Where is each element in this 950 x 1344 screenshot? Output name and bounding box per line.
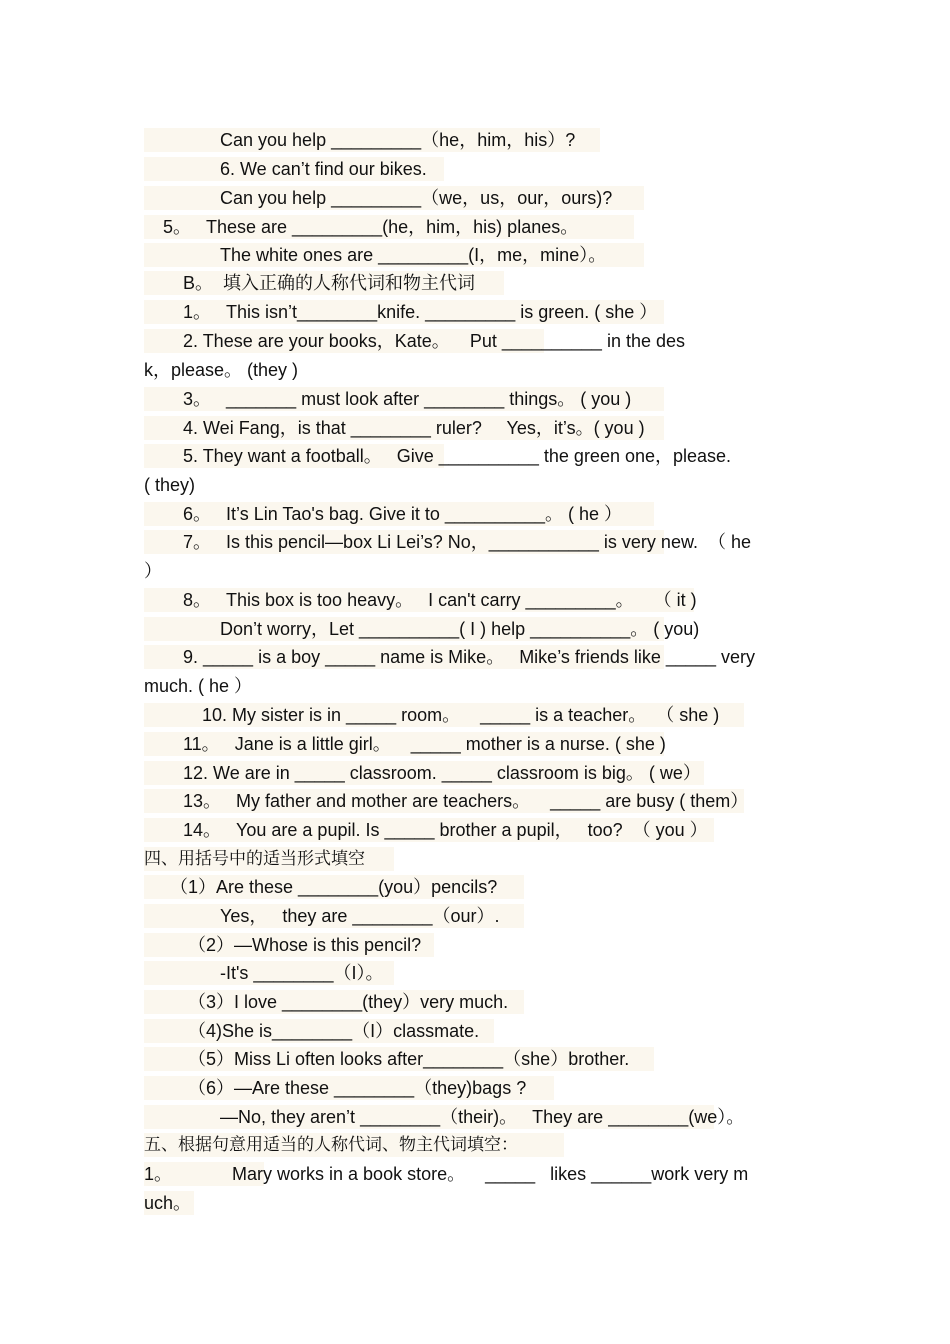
exercise-line: uch。 (144, 1189, 191, 1217)
exercise-line: 9. _____ is a boy _____ name is Mike。 Mike’s friends like _____ very (183, 643, 755, 671)
section-heading-4: 四、用括号中的适当形式填空 (144, 845, 365, 873)
exercise-line: 3。 _______ must look after ________ things。 ( you ) (183, 385, 631, 413)
exercise-line: 7。 Is this pencil—box Li Lei’s? No，___________ is very new. （ he (183, 528, 751, 556)
exercise-line: 4. Wei Fang，is that ________ ruler? Yes，it’s。( you ) (183, 414, 645, 442)
exercise-line: Don’t worry，Let __________( I ) help __________。 ( you) (220, 615, 699, 643)
exercise-line: （3）I love ________(they）very much. (188, 988, 508, 1016)
exercise-line: （5）Miss Li often looks after________（she）brother. (188, 1045, 629, 1073)
exercise-line: Yes， they are ________（our）. (220, 902, 500, 930)
exercise-line: The white ones are _________(I，me，mine）。 (220, 241, 606, 269)
exercise-line: 1。 This isn’t________knife. _________ is green. ( she ） (183, 298, 657, 326)
exercise-line: （4)She is________（I）classmate. (188, 1017, 479, 1045)
exercise-line: 6. We can’t find our bikes. (220, 155, 427, 183)
exercise-line: 10. My sister is in _____ room。 _____ is a teacher。 （ she ) (202, 701, 719, 729)
exercise-line: -It's ________（I）。 (220, 959, 384, 987)
exercise-line: much. ( he ） (144, 676, 253, 696)
exercise-line: 12. We are in _____ classroom. _____ classroom is big。 ( we） (183, 759, 701, 787)
section-heading-5: 五、根据句意用适当的人称代词、物主代词填空： (144, 1131, 518, 1159)
exercise-line: ( they) (144, 475, 196, 495)
exercise-line: 1。 Mary works in a book store。 _____ likes ______work very m (144, 1164, 749, 1184)
exercise-line: —No, they aren’t ________（their)。 They are ________(we）。 (220, 1103, 744, 1131)
exercise-line: k，please。 (they ) (144, 360, 299, 380)
exercise-line: 13。 My father and mother are teachers。 _____ are busy ( them） (183, 787, 748, 815)
exercise-line: （2）—Whose is this pencil? (188, 931, 421, 959)
exercise-line: 5. They want a football。 Give __________ the green one，please. (183, 442, 731, 470)
exercise-line: 5。 These are _________(he，him，his) planes。 (163, 213, 578, 241)
exercise-line: 2. These are your books，Kate。 Put __________ in the des (183, 327, 685, 355)
exercise-line: （1）Are these ________(you）pencils? (170, 873, 497, 901)
exercise-line: Can you help _________（we，us，our，ours)? (220, 184, 612, 212)
exercise-line: 14。 You are a pupil. Is _____ brother a pupil， too? （ you ） (183, 816, 708, 844)
exercise-line: （6）—Are these ________（they)bags ? (188, 1074, 526, 1102)
exercise-line: 11。 Jane is a little girl。 _____ mother is a nurse. ( she ) (183, 730, 666, 758)
exercise-line: 6。 It’s Lin Tao's bag. Give it to __________。 ( he ） (183, 500, 622, 528)
exercise-line: 8。 This box is too heavy。 I can't carry _________。 （ it ) (183, 586, 697, 614)
exercise-line: ） (144, 561, 162, 581)
exercise-line: Can you help _________（he，him，his）? (220, 126, 575, 154)
section-heading-b: B。 填入正确的人称代词和物主代词 (183, 269, 475, 297)
